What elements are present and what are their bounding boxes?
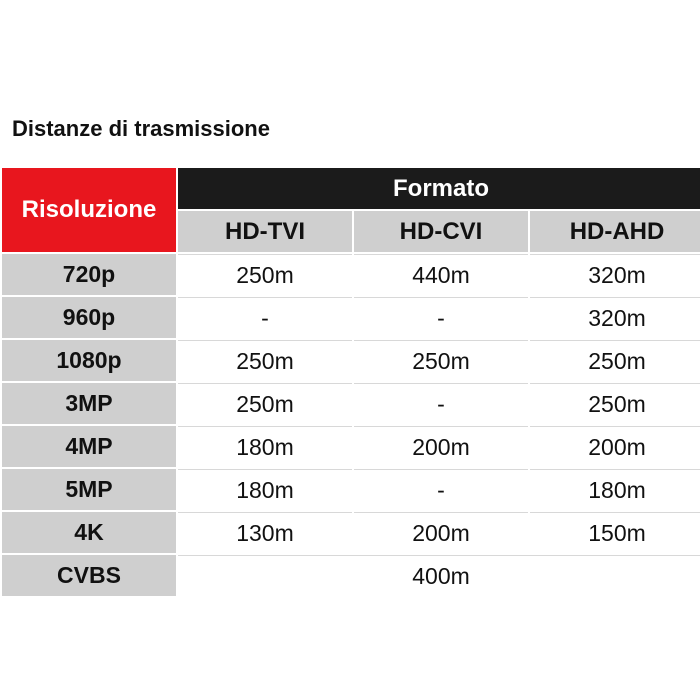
resolution-cell: CVBS	[2, 555, 176, 596]
table-row	[2, 426, 700, 467]
distance-cell: -	[354, 383, 528, 424]
transmission-distance-table	[0, 166, 700, 598]
distance-cell: 180m	[530, 469, 700, 510]
resolution-cell: 5MP	[2, 469, 176, 510]
resolution-cell: 3MP	[2, 383, 176, 424]
distance-cell: -	[178, 297, 352, 338]
resolution-cell: 4K	[2, 512, 176, 553]
table-row	[2, 383, 700, 424]
distance-cell: 250m	[178, 340, 352, 381]
distance-cell: 180m	[178, 426, 352, 467]
resolution-cell: 4MP	[2, 426, 176, 467]
distance-cell: 250m	[354, 340, 528, 381]
page-title: Distanze di trasmissione	[12, 116, 270, 141]
distance-cell-cvbs: 400m	[178, 555, 700, 596]
distance-cell: 320m	[530, 297, 700, 338]
resolution-cell: 720p	[2, 254, 176, 295]
header-row-group	[2, 168, 700, 209]
format-header-hd-tvi: HD-TVI	[178, 211, 352, 252]
format-header-hd-ahd: HD-AHD	[530, 211, 700, 252]
distance-cell: 250m	[530, 383, 700, 424]
resolution-header: Risoluzione	[2, 168, 176, 252]
distance-cell: 200m	[354, 512, 528, 553]
table-row	[2, 297, 700, 338]
resolution-cell: 1080p	[2, 340, 176, 381]
distance-cell: -	[354, 297, 528, 338]
format-header-hd-cvi: HD-CVI	[354, 211, 528, 252]
resolution-cell: 960p	[2, 297, 176, 338]
distance-cell: 320m	[530, 254, 700, 295]
table-row-cvbs	[2, 555, 700, 596]
table-row	[2, 254, 700, 295]
distance-cell: 250m	[178, 254, 352, 295]
distance-cell: 200m	[530, 426, 700, 467]
distance-cell: 130m	[178, 512, 352, 553]
distance-cell: 250m	[178, 383, 352, 424]
table-row	[2, 340, 700, 381]
distance-cell: 250m	[530, 340, 700, 381]
table-row	[2, 469, 700, 510]
distance-cell: 440m	[354, 254, 528, 295]
format-group-header: Formato	[178, 168, 700, 209]
distance-cell: 150m	[530, 512, 700, 553]
distance-cell: 200m	[354, 426, 528, 467]
distance-cell: -	[354, 469, 528, 510]
distance-cell: 180m	[178, 469, 352, 510]
table-row	[2, 512, 700, 553]
